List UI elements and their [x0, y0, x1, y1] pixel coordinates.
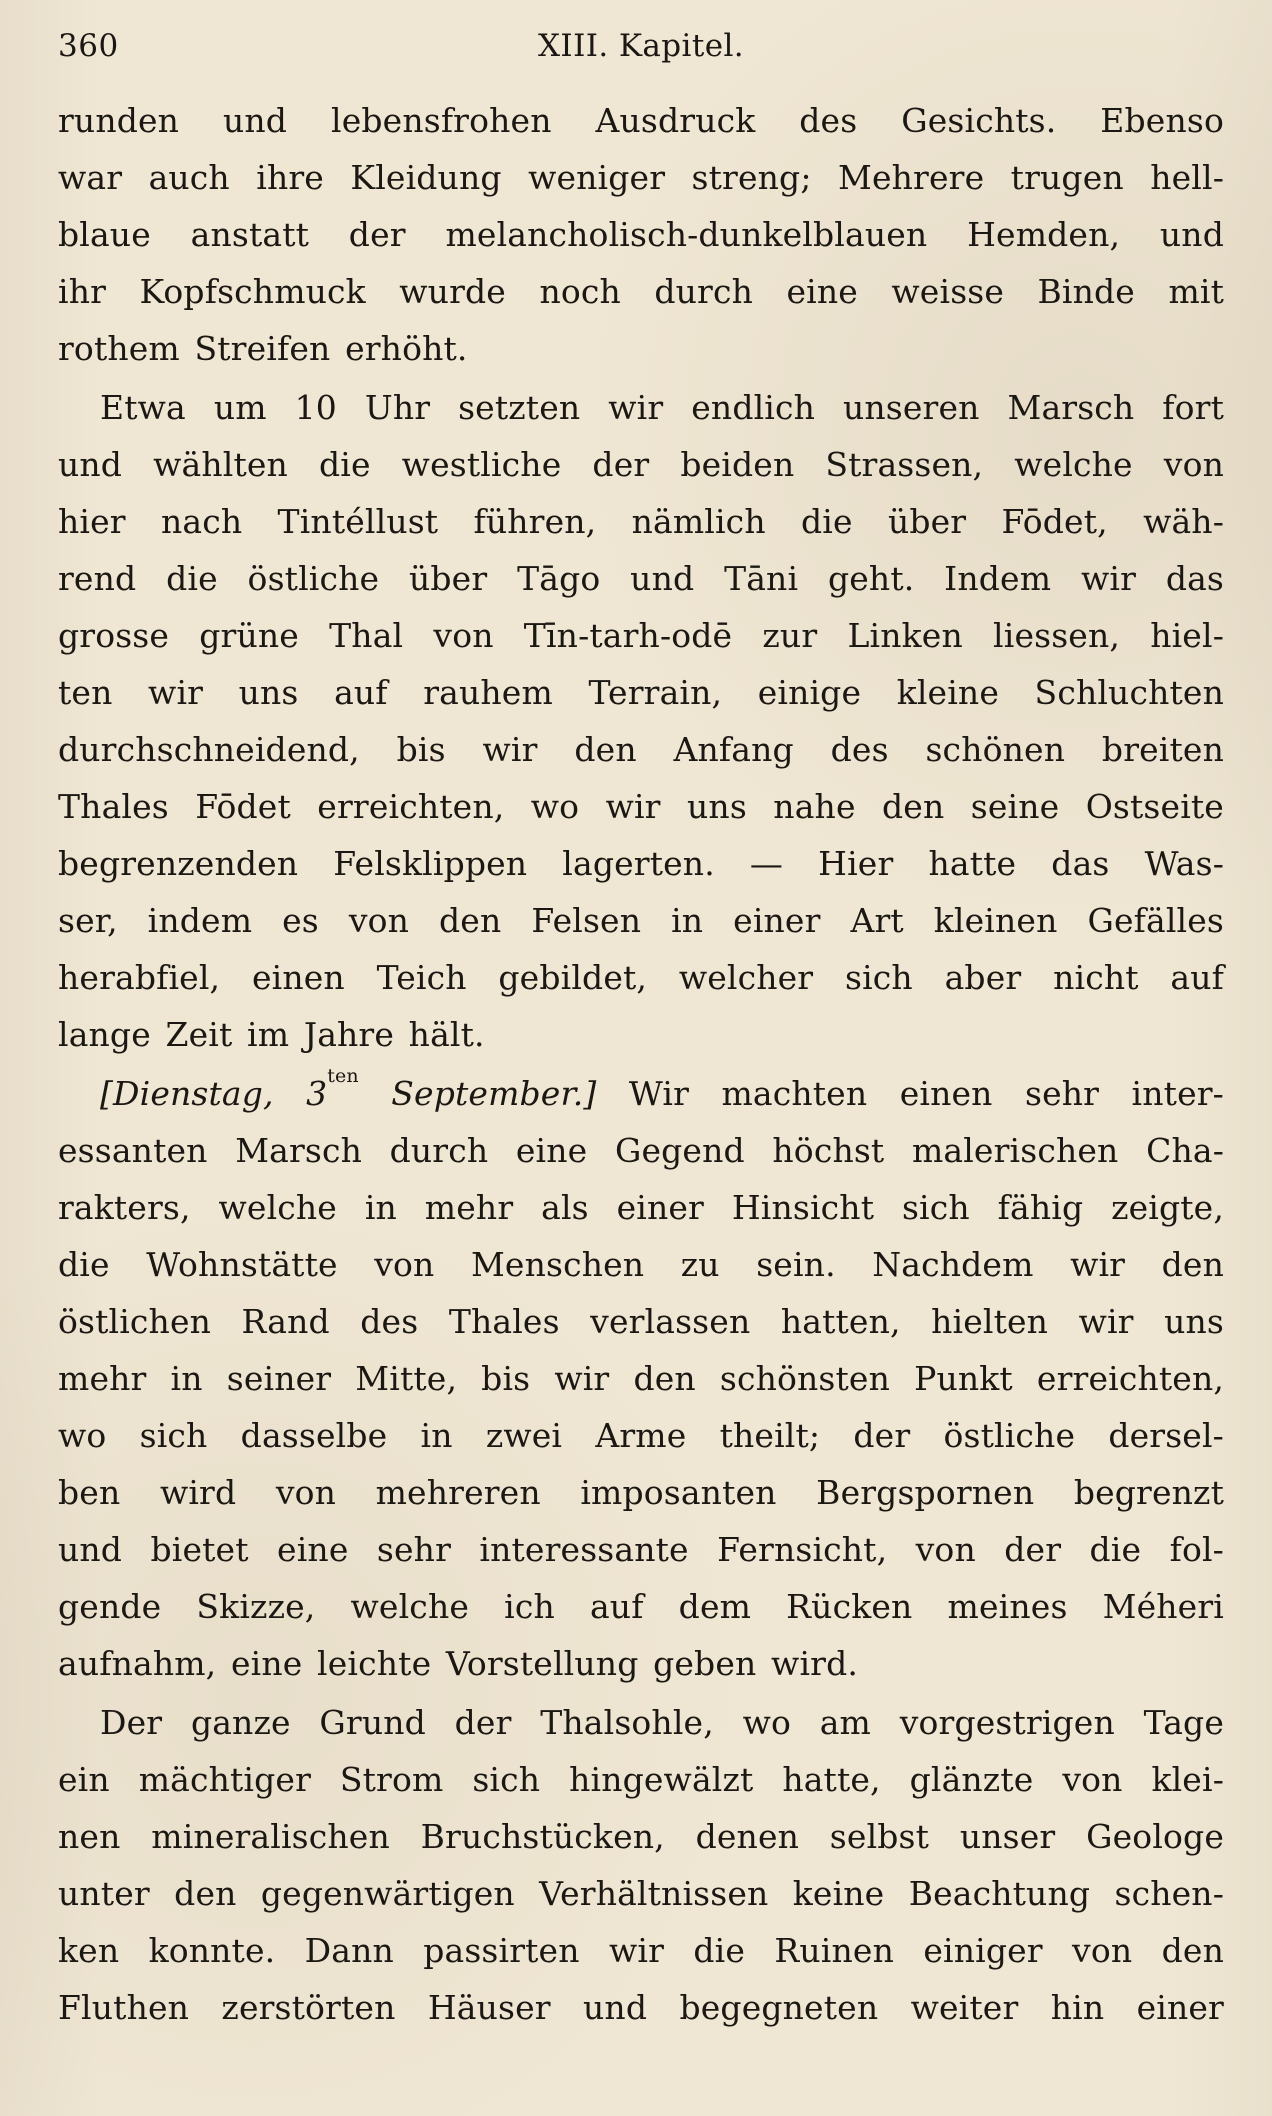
paragraph-line: ben wird von mehreren imposanten Bergspornen begrenzt [58, 1473, 1224, 1512]
date-text: [Dienstag, 3 [100, 1074, 328, 1113]
paragraph-4 [58, 1694, 1224, 2036]
paragraph-line: begrenzenden Felsklippen lagerten. — Hier hatte das Was- [58, 844, 1224, 883]
paragraph-line: ihr Kopfschmuck wurde noch durch eine weisse Binde mit [58, 272, 1224, 311]
paragraph-line: rothem Streifen erhöht. [58, 329, 468, 368]
paragraph-line: die Wohnstätte von Menschen zu sein. Nachdem wir den [58, 1245, 1224, 1284]
paragraph-line: rakters, welche in mehr als einer Hinsicht sich fähig zeigte, [58, 1188, 1224, 1227]
date-superscript: ten [327, 1065, 359, 1087]
paragraph-line: runden und lebensfrohen Ausdruck des Gesichts. Ebenso [58, 101, 1224, 140]
paragraph-line: herabfiel, einen Teich gebildet, welcher sich aber nicht auf [58, 958, 1224, 997]
paragraph-line: war auch ihre Kleidung weniger streng; Mehrere trugen hell- [58, 158, 1224, 197]
paragraph-line: rend die östliche über Tāgo und Tāni geht. Indem wir das [58, 559, 1224, 598]
paragraph-3 [58, 1065, 1224, 1692]
page-number: 360 [58, 28, 119, 64]
paragraph-line: ein mächtiger Strom sich hingewälzt hatte, glänzte von klei- [58, 1760, 1224, 1799]
paragraph-line: ten wir uns auf rauhem Terrain, einige kleine Schluchten [58, 673, 1224, 712]
paragraph-line: essanten Marsch durch eine Gegend höchst malerischen Cha- [58, 1131, 1224, 1170]
paragraph-line: und bietet eine sehr interessante Fernsicht, von der die fol- [58, 1530, 1224, 1569]
paragraph-2 [58, 379, 1224, 1063]
paragraph-line: Etwa um 10 Uhr setzten wir endlich unseren Marsch fort [100, 388, 1224, 427]
paragraph-1 [58, 92, 1224, 377]
paragraph-line: blaue anstatt der melancholisch-dunkelblauen Hemden, und [58, 215, 1224, 254]
paragraph-line: und wählten die westliche der beiden Strassen, welche von [58, 445, 1224, 484]
paragraph-line: ken konnte. Dann passirten wir die Ruinen einiger von den [58, 1931, 1224, 1970]
paragraph-line: östlichen Rand des Thales verlassen hatten, hielten wir uns [58, 1302, 1224, 1341]
paragraph-line: hier nach Tintéllust führen, nämlich die über Fōdet, wäh- [58, 502, 1224, 541]
paragraph-line: Thales Fōdet erreichten, wo wir uns nahe den seine Ostseite [58, 787, 1224, 826]
paragraph-line: mehr in seiner Mitte, bis wir den schönsten Punkt erreichten, [58, 1359, 1224, 1398]
paragraph-line: aufnahm, eine leichte Vorstellung geben wird. [58, 1644, 858, 1683]
page-header [58, 18, 1224, 82]
paragraph-first-line [58, 1065, 1224, 1122]
paragraph-line: durchschneidend, bis wir den Anfang des schönen breiten [58, 730, 1224, 769]
paragraph-line: grosse grüne Thal von Tīn-tarh-odē zur Linken liessen, hiel- [58, 616, 1224, 655]
paragraph-line: Fluthen zerstörten Häuser und begegneten weiter hin einer [58, 1988, 1224, 2027]
paragraph-line: nen mineralischen Bruchstücken, denen selbst unser Geologe [58, 1817, 1224, 1856]
date-month-text: September.] [358, 1074, 597, 1113]
chapter-title: XIII. Kapitel. [537, 28, 745, 64]
paragraph-line: ser, indem es von den Felsen in einer Art kleinen Gefälles [58, 901, 1224, 940]
paragraph-line: unter den gegenwärtigen Verhältnissen keine Beachtung schen- [58, 1874, 1224, 1913]
paragraph-line: gende Skizze, welche ich auf dem Rücken meines Méheri [58, 1587, 1224, 1626]
paragraph-line: wo sich dasselbe in zwei Arme theilt; der östliche dersel- [58, 1416, 1224, 1455]
paragraph-line: lange Zeit im Jahre hält. [58, 1015, 485, 1054]
paragraph-line: Der ganze Grund der Thalsohle, wo am vorgestrigen Tage [100, 1703, 1224, 1742]
paragraph-line-text: Wir machten einen sehr inter- [596, 1074, 1224, 1113]
